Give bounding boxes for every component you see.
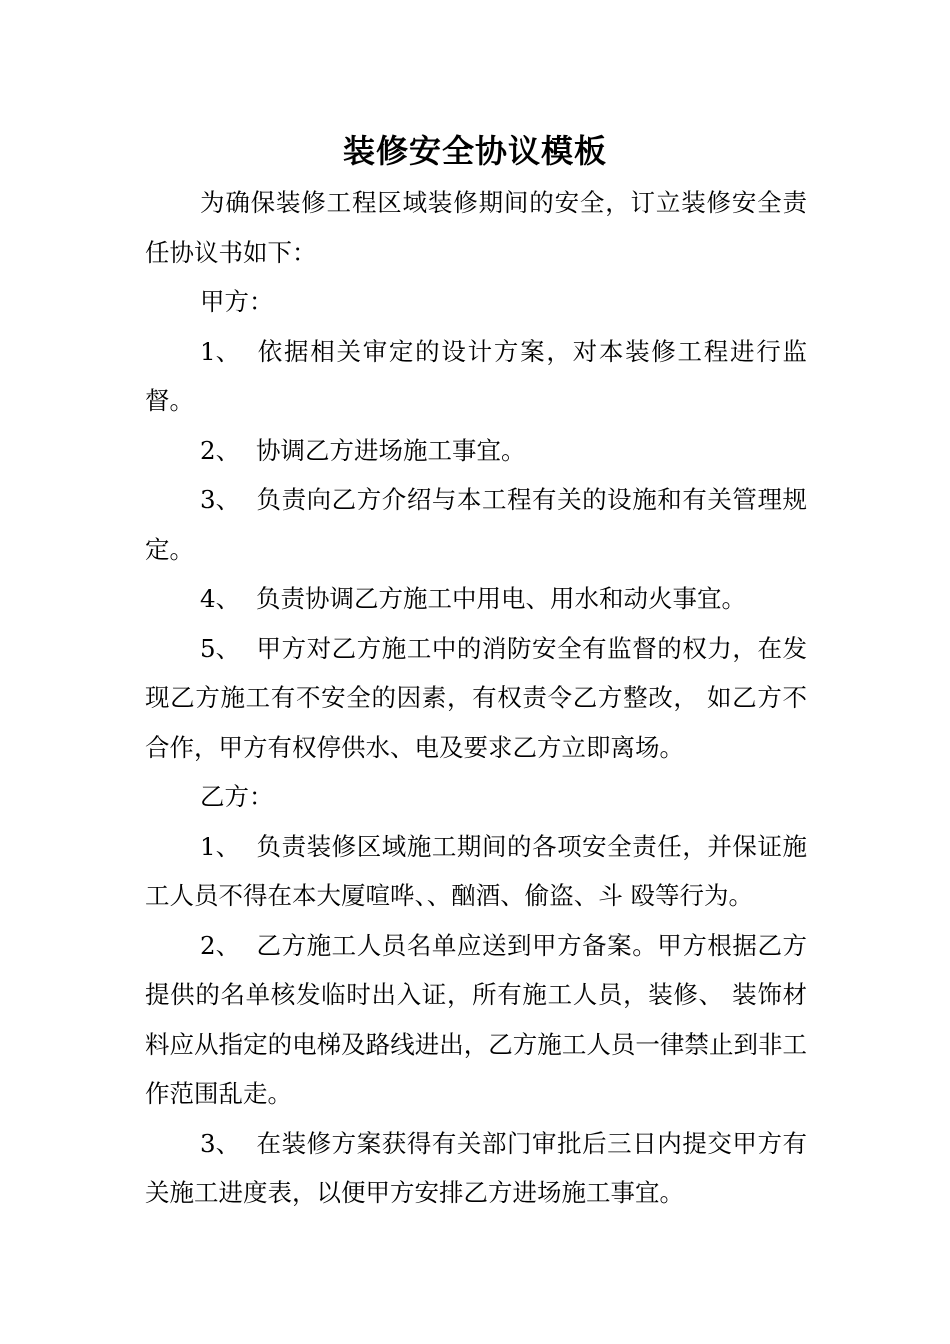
item-text: 依据相关审定的设计方案，对本装修工程进行监督。: [145, 336, 807, 415]
party-b-item-3: [145, 1119, 807, 1218]
item-text: 负责向乙方介绍与本工程有关的设施和有关管理规定。: [145, 485, 807, 564]
item-number: 2、: [200, 435, 241, 465]
item-number: 4、: [200, 584, 241, 613]
item-number: 3、: [200, 1128, 241, 1158]
item-number: 5、: [200, 633, 241, 663]
item-text: 在装修方案获得有关部门审批后三日内提交甲方有关施工进度表，以便甲方安排乙方进场施工事宜。: [145, 1128, 807, 1207]
party-b-item-1: [145, 822, 807, 921]
item-text: 乙方施工人员名单应送到甲方备案。甲方根据乙方提供的名单核发临时出入证，所有施工人员，装修、 装饰材料应从指定的电梯及路线进出，乙方施工人员一律禁止到非工作范围乱走。: [145, 930, 807, 1108]
party-a-heading: 甲方：: [200, 287, 274, 316]
item-number: 3、: [200, 485, 241, 514]
item-number: 2、: [200, 930, 241, 960]
item-text: 负责协调乙方施工中用电、用水和动火事宜。: [256, 584, 746, 613]
item-number: 1、: [200, 336, 241, 366]
document-body: [145, 178, 807, 1218]
intro-paragraph: 为确保装修工程区域装修期间的安全，订立装修安全责任协议书如下：: [145, 188, 807, 267]
item-text: 甲方对乙方施工中的消防安全有监督的权力，在发现乙方施工有不安全的因素，有权责令乙方整改， 如乙方不合作，甲方有权停供水、电及要求乙方立即离场。: [145, 633, 807, 762]
party-b-item-2: [145, 921, 807, 1119]
party-a-item-4: [145, 574, 807, 624]
party-a-item-2: [145, 426, 807, 476]
party-a-item-5: [145, 624, 807, 773]
party-a-item-1: [145, 327, 807, 426]
party-b-heading: 乙方：: [200, 782, 274, 811]
item-number: 1、: [200, 831, 241, 861]
item-text: 负责装修区域施工期间的各项安全责任，并保证施工人员不得在本大厦喧哗、、酗酒、偷盗、斗 殴等行为。: [145, 831, 807, 910]
document-title: 装修安全协议模板: [342, 132, 607, 170]
item-text: 协调乙方进场施工事宜。: [256, 435, 526, 465]
party-a-item-3: [145, 475, 807, 574]
